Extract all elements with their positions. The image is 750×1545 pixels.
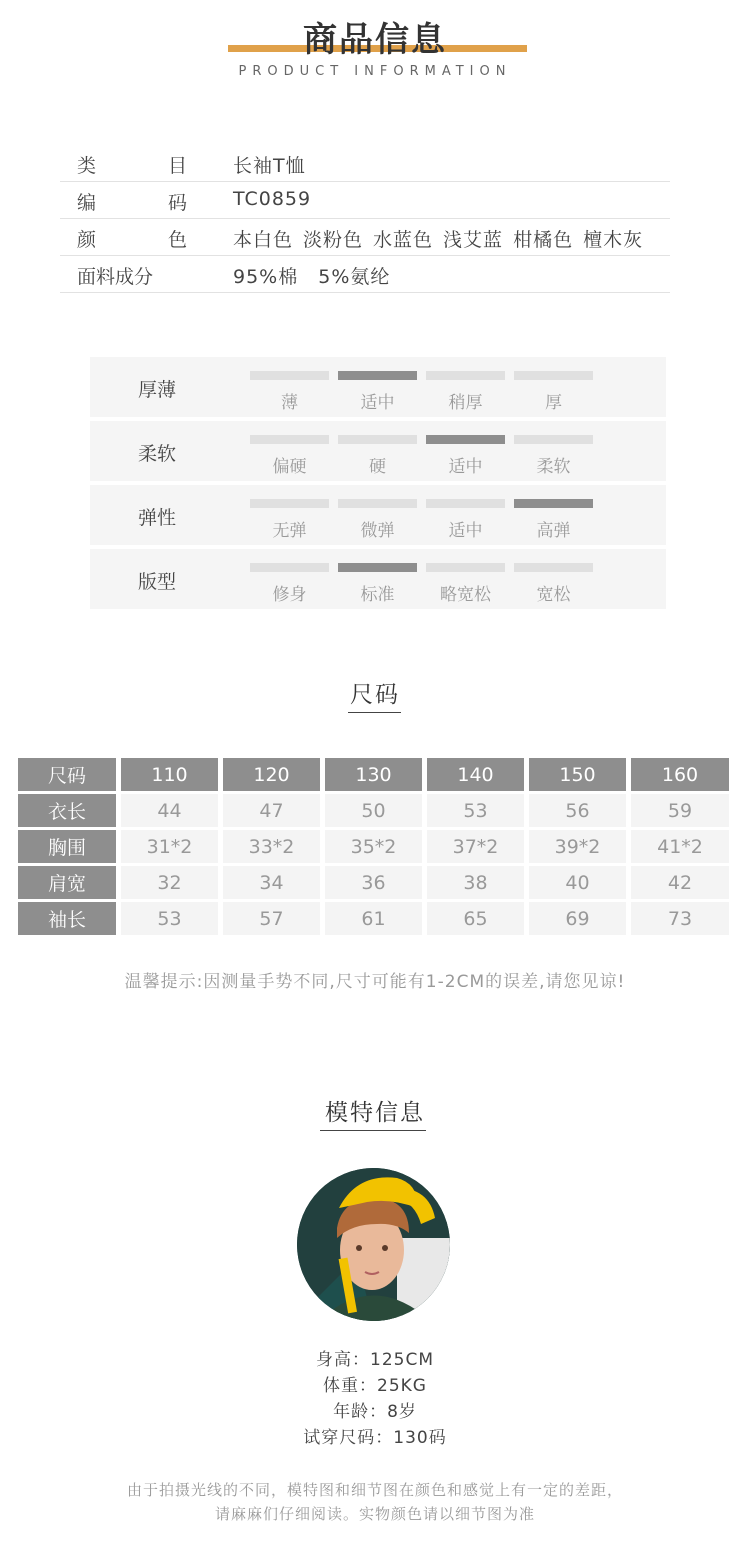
table-cell: 34 [223,866,320,899]
model-weight: 体重：25KG [323,1376,427,1396]
label-char: 目 [167,155,187,177]
info-row-category [60,145,670,182]
attribute-option [514,499,593,541]
attribute-option [338,499,417,541]
info-value [233,262,390,289]
level-bar [426,371,505,380]
attribute-row [90,485,666,545]
table-header-cell: 160 [631,758,729,791]
attribute-row [90,421,666,481]
attribute-name: 版型 [138,571,177,593]
table-row-header: 肩宽 [18,866,116,899]
attribute-name: 弹性 [138,507,177,529]
model-avatar [297,1168,450,1321]
color-note [0,1478,750,1526]
level-bar-selected [426,435,505,444]
note-line: 请麻麻们仔细阅读。实物颜色请以细节图为准 [214,1505,535,1523]
table-cell: 38 [427,866,524,899]
table-cell: 35*2 [325,830,422,863]
table-cell: 53 [121,902,218,935]
table-header-cell: 110 [121,758,218,791]
level-bar-selected [338,563,417,572]
size-section-title: 尺码 [350,682,400,708]
level-bar [338,435,417,444]
label-char: 码 [167,192,187,214]
fabric-component: 5%氨纶 [318,266,391,288]
attribute-option [426,563,505,605]
table-cell: 41*2 [631,830,729,863]
option-label: 无弹 [272,521,307,541]
attribute-option [250,435,329,477]
level-bar [514,371,593,380]
info-row-colors [60,219,670,256]
table-cell: 31*2 [121,830,218,863]
table-cell: 44 [121,794,218,827]
attribute-option [514,435,593,477]
level-bar [514,563,593,572]
option-label: 稍厚 [448,393,483,413]
level-bar [250,499,329,508]
table-cell: 40 [529,866,626,899]
level-bar [250,371,329,380]
fabric-component: 95%棉 [233,266,299,288]
table-cell: 47 [223,794,320,827]
level-bar [514,435,593,444]
model-age: 年龄：8岁 [333,1402,417,1422]
table-header-cell: 150 [529,758,626,791]
attribute-option [250,563,329,605]
table-header-cell: 120 [223,758,320,791]
table-cell: 42 [631,866,729,899]
attribute-option [338,435,417,477]
attribute-option [426,435,505,477]
attribute-option [338,563,417,605]
info-label: 面料成分 [77,266,154,288]
table-cell: 65 [427,902,524,935]
attribute-option [250,499,329,541]
attribute-row [90,357,666,417]
table-cell: 32 [121,866,218,899]
level-bar [426,499,505,508]
option-label: 薄 [281,393,298,413]
option-label: 修身 [272,585,307,605]
table-row-header: 胸围 [18,830,116,863]
info-value [233,225,643,252]
table-cell: 56 [529,794,626,827]
attribute-option [514,563,593,605]
color-option: 淡粉色 [303,229,364,251]
color-option: 檀木灰 [583,229,644,251]
model-section-title: 模特信息 [325,1100,425,1126]
level-bar [250,435,329,444]
attribute-option [250,371,329,413]
option-label: 适中 [360,393,395,413]
page-title: 商品信息 [303,20,447,60]
info-label [77,225,187,252]
color-option: 本白色 [233,229,294,251]
model-photo [297,1168,450,1321]
table-cell: 53 [427,794,524,827]
size-title-underline [348,712,401,713]
attribute-option [426,371,505,413]
label-char: 颜 [77,229,97,251]
page-subtitle: PRODUCT INFORMATION [238,64,512,79]
table-cell: 57 [223,902,320,935]
table-header-cell: 140 [427,758,524,791]
size-tip: 温馨提示:因测量手势不同,尺寸可能有1-2CM的误差,请您见谅! [124,972,626,992]
color-option: 浅艾蓝 [443,229,504,251]
level-bar [250,563,329,572]
option-label: 宽松 [536,585,571,605]
table-row-header: 衣长 [18,794,116,827]
model-size: 试穿尺码：130码 [303,1428,447,1448]
attribute-name: 厚薄 [138,379,177,401]
info-value: TC0859 [233,188,312,210]
info-label [77,188,187,215]
level-bar [338,499,417,508]
option-label: 高弹 [536,521,571,541]
color-option: 柑橘色 [513,229,574,251]
attribute-option [426,499,505,541]
model-height: 身高：125CM [316,1350,434,1370]
label-char: 色 [167,229,187,251]
info-row-fabric [60,256,670,293]
option-label: 偏硬 [272,457,307,477]
option-label: 适中 [448,521,483,541]
model-title-underline [320,1130,426,1131]
table-header-cell: 尺码 [18,758,116,791]
level-bar-selected [338,371,417,380]
attribute-row [90,549,666,609]
table-cell: 37*2 [427,830,524,863]
table-cell: 36 [325,866,422,899]
label-char: 类 [77,155,97,177]
option-label: 硬 [369,457,386,477]
table-row-header: 袖长 [18,902,116,935]
table-cell: 73 [631,902,729,935]
table-cell: 69 [529,902,626,935]
table-cell: 61 [325,902,422,935]
attribute-option [514,371,593,413]
option-label: 标准 [360,585,395,605]
level-bar [426,563,505,572]
option-label: 略宽松 [440,585,491,605]
option-label: 适中 [448,457,483,477]
label-char: 编 [77,192,97,214]
info-row-code [60,182,670,219]
color-option: 水蓝色 [373,229,434,251]
option-label: 微弹 [360,521,395,541]
level-bar-selected [514,499,593,508]
table-cell: 33*2 [223,830,320,863]
table-cell: 39*2 [529,830,626,863]
attribute-option [338,371,417,413]
option-label: 柔软 [536,457,571,477]
attribute-name: 柔软 [138,443,177,465]
table-header-cell: 130 [325,758,422,791]
option-label: 厚 [545,393,562,413]
attribute-panel [90,357,666,613]
model-info [0,1347,750,1451]
info-label [77,151,187,178]
product-info-table [60,145,670,293]
info-value: 长袖T恤 [233,155,306,177]
table-cell: 59 [631,794,729,827]
table-cell: 50 [325,794,422,827]
note-line: 由于拍摄光线的不同，模特图和细节图在颜色和感觉上有一定的差距， [126,1481,623,1499]
